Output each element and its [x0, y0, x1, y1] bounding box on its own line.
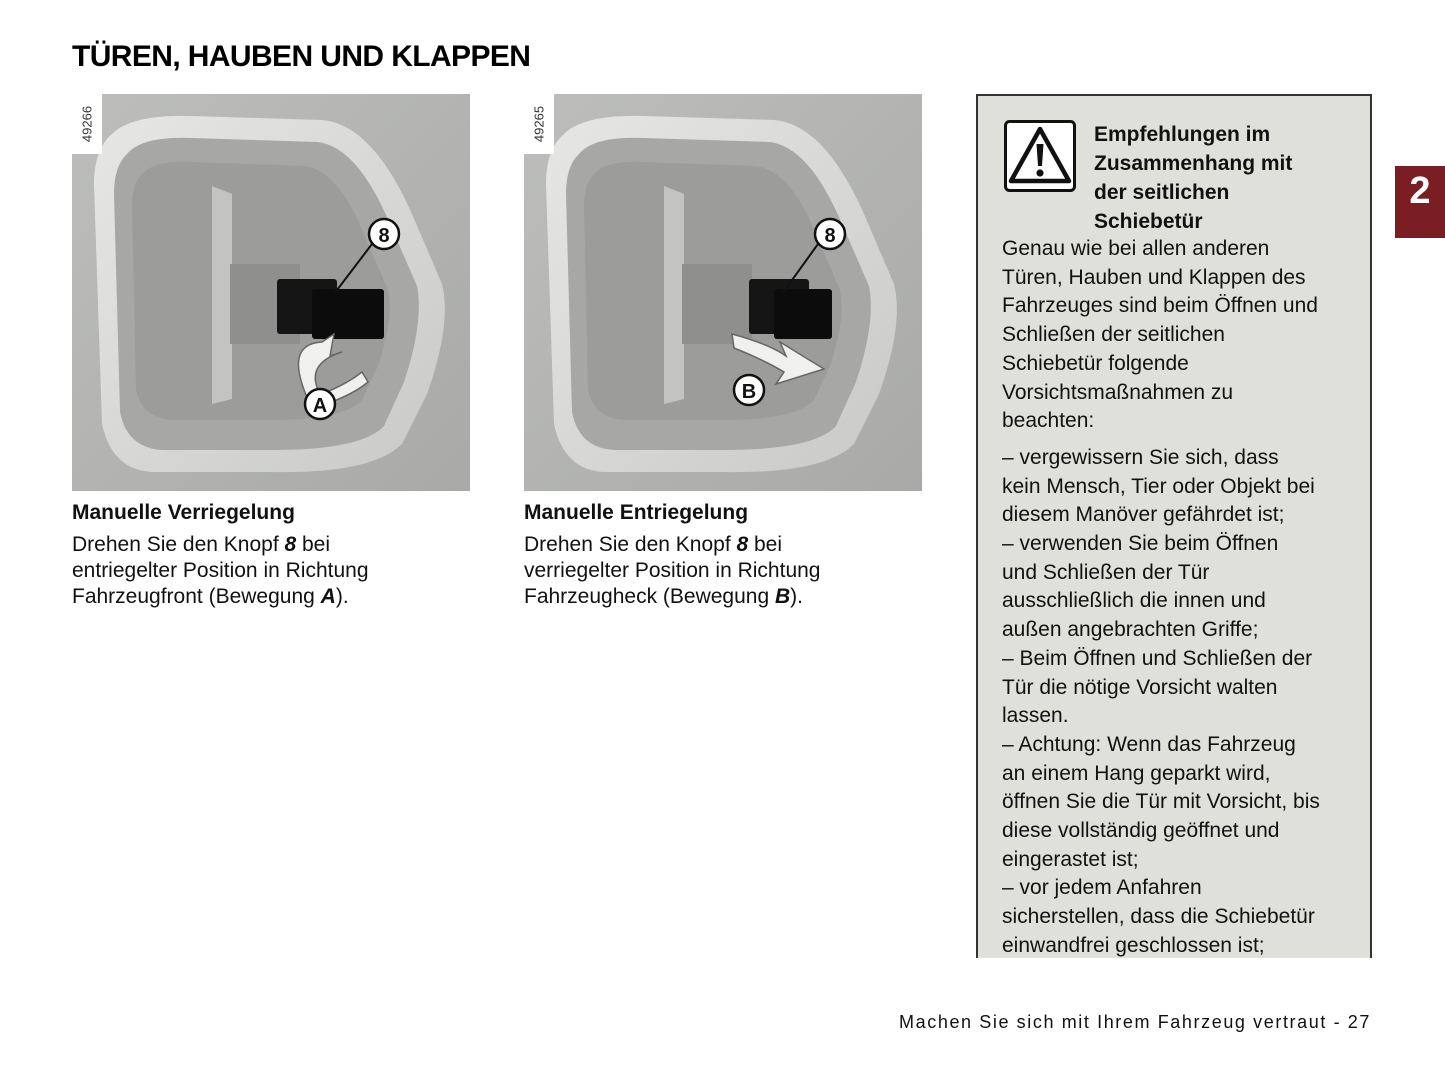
warning-bullet-list: – vergewissern Sie sich, dass kein Mensch, Tier oder Objekt bei diesem Manöver gefährdet ist; – verwenden Sie beim Öffnen und Schließen der Tür ausschließlich die innen und außen angebrachten Griffe; – Beim Öffnen und Schließen der Tür die nötige Vorsicht walten lassen. – Achtung: Wenn das Fahrzeug an einem Hang geparkt wird, öffnen Sie die Tür mit Vorsicht, bis diese vollständig geöffnet und eingerastet ist; – vor jedem Anfahren sicherstellen, dass die Schiebetür einwandfrei geschlossen ist;: [1002, 445, 1320, 957]
door-handle-illustration: [72, 94, 470, 491]
caption-manual-unlocking: [524, 500, 924, 610]
figure-number-label: 49266: [72, 94, 102, 154]
caption-heading: Manuelle Verriegelung: [72, 501, 295, 524]
page-footer: Machen Sie sich mit Ihrem Fahrzeug vertraut - 27: [899, 1012, 1371, 1032]
callout-motion-a: A: [312, 395, 328, 417]
door-handle-illustration: [524, 94, 922, 491]
caption-text: Drehen Sie den Knopf 8 bei verriegelter Position in Richtung Fahrzeugheck (Bewegung B).: [524, 533, 821, 608]
figure-manual-unlocking: [524, 94, 922, 491]
warning-heading: Empfehlungen im Zusammenhang mit der seitlichen Schiebetür: [1094, 123, 1293, 233]
callout-knob-8: 8: [824, 225, 836, 247]
caption-manual-locking: [72, 500, 472, 610]
warning-triangle-icon: [1004, 120, 1076, 192]
warning-intro: Genau wie bei allen anderen Türen, Hauben und Klappen des Fahrzeuges sind beim Öffnen und Schließen der seitlichen Schiebetür folgende Vorsichtsmaßnahmen zu beachten:: [1002, 237, 1318, 433]
warning-body: [1002, 235, 1362, 958]
callout-motion-b: B: [741, 381, 757, 403]
caption-heading: Manuelle Entriegelung: [524, 501, 749, 524]
page-title: TÜREN, HAUBEN UND KLAPPEN: [72, 40, 531, 73]
figure-number-label: 49265: [524, 94, 554, 154]
caption-text: Drehen Sie den Knopf 8 bei entriegelter Position in Richtung Fahrzeugfront (Bewegung A).: [72, 533, 369, 608]
figure-manual-locking: [72, 94, 470, 491]
chapter-tab: 2: [1395, 166, 1445, 238]
callout-knob-8: 8: [378, 225, 390, 247]
warning-box: [976, 94, 1372, 958]
